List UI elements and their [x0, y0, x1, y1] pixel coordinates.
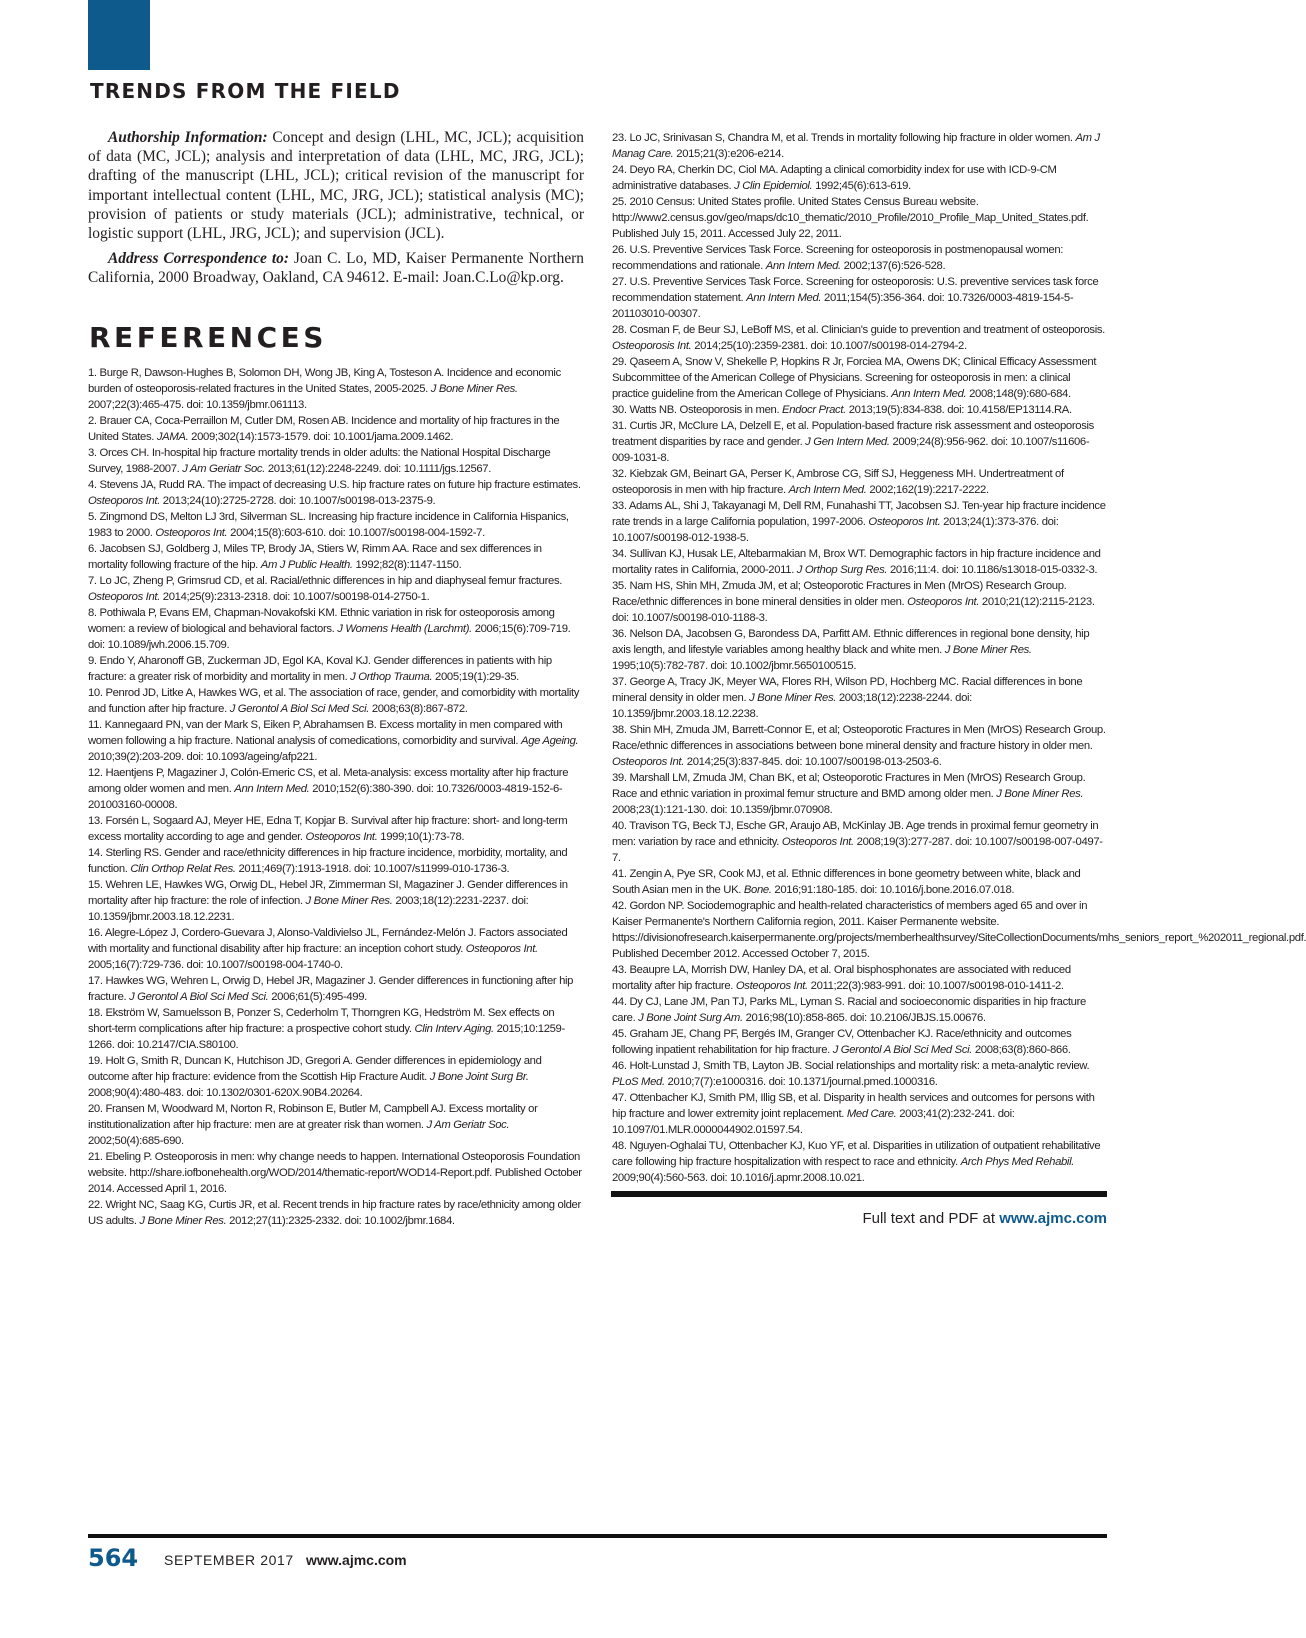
- reference-journal: J Bone Joint Surg Am.: [638, 1012, 743, 1024]
- reference-journal: Am J Public Health.: [260, 559, 353, 571]
- reference-citation: 2013;24(1):373-376. doi: 10.1007/s00198-012-1938-5.: [612, 516, 1059, 544]
- reference-journal: Osteoporos Int.: [88, 495, 160, 507]
- reference-text: 5. Zingmond DS, Melton LJ 3rd, Silverman SL. Increasing hip fracture incidence in California Hispanics, 1983 to 2000.: [88, 511, 569, 539]
- reference-text: 37. George A, Tracy JK, Meyer WA, Flores RH, Wilson PD, Hochberg MC. Racial differences in bone mineral density in older men.: [612, 676, 1083, 704]
- reference-item: [88, 365, 583, 413]
- reference-text: 35. Nam HS, Shin MH, Zmuda JM, et al; Osteoporotic Fractures in Men (MrOS) Research Group. Race/ethnic differences in bone mineral densities in older men.: [612, 580, 1067, 608]
- reference-item: [612, 722, 1106, 770]
- reference-journal: Age Ageing.: [521, 735, 579, 747]
- reference-journal: Ann Intern Med.: [891, 388, 967, 400]
- reference-citation: 2002;50(4):685-690.: [88, 1135, 184, 1147]
- reference-citation: 2011;154(5):356-364. doi: 10.7326/0003-4819-154-5-201103010-00307.: [612, 292, 1074, 320]
- reference-journal: J Gerontol A Biol Sci Med Sci.: [129, 991, 269, 1003]
- reference-citation: 2002;162(19):2217-2222.: [866, 484, 989, 496]
- reference-citation: 2006;15(6):709-719. doi: 10.1089/jwh.2006.15.709.: [88, 623, 571, 651]
- reference-text: 28. Cosman F, de Beur SJ, LeBoff MS, et al. Clinician's guide to prevention and treatment of osteoporosis.: [612, 324, 1105, 336]
- reference-journal: Osteoporos Int.: [907, 596, 980, 608]
- reference-item: [612, 466, 1106, 498]
- reference-text: 41. Zengin A, Pye SR, Cook MJ, et al. Ethnic differences in bone geometry between white, black and South Asian men in the UK.: [612, 868, 1081, 896]
- reference-journal: Osteoporos Int.: [88, 591, 160, 603]
- reference-text: 17. Hawkes WG, Wehren L, Orwig D, Hebel JR, Magaziner J. Gender differences in functioning after hip fracture.: [88, 975, 574, 1003]
- reference-text: 36. Nelson DA, Jacobsen G, Barondess DA, Parfitt AM. Ethnic differences in regional bone density, hip axis length, and lifestyle variables among healthy black and white men.: [612, 628, 1090, 656]
- reference-journal: J Bone Miner Res.: [430, 383, 518, 395]
- reference-item: [88, 509, 583, 541]
- reference-journal: Osteoporos Int.: [781, 836, 854, 848]
- address-paragraph: [88, 249, 584, 287]
- reference-citation: 2006;61(5):495-499.: [268, 991, 367, 1003]
- reference-journal: J Bone Joint Surg Br.: [429, 1071, 529, 1083]
- address-text: Joan C. Lo, MD, Kaiser Permanente Northern California, 2000 Broadway, Oakland, CA 94612. E-mail: Joan.C.Lo@kp.org.: [88, 250, 584, 287]
- reference-item: [88, 477, 583, 509]
- reference-journal: J Womens Health (Larchmt).: [337, 623, 472, 635]
- reference-item: [88, 925, 583, 973]
- reference-text: 45. Graham JE, Chang PF, Bergés IM, Granger CV, Ottenbacher KJ. Race/ethnicity and outcomes following inpatient rehabilitation for hip fracture.: [612, 1028, 1072, 1056]
- reference-journal: Osteoporos Int.: [465, 943, 538, 955]
- reference-item: [88, 605, 583, 653]
- reference-item: [612, 274, 1106, 322]
- reference-text: 42. Gordon NP. Sociodemographic and health-related characteristics of members aged 65 and over in Kaiser Permanente's Northern California region, 2011. Kaiser Permanente website. https://divisionofresearch.kaiserpermanente.org/projects/memberhealthsurvey/SiteCollectionDocuments/mhs_seniors_report_%202011_regional.pdf. Published December 2012. Accessed October 7, 2015.: [612, 900, 1306, 960]
- reference-text: 11. Kannegaard PN, van der Mark S, Eiken P, Abrahamsen B. Excess mortality in men compared with women following a hip fracture. National analysis of comedications, comorbidity and survival.: [88, 719, 563, 747]
- authorship-paragraph: [88, 128, 584, 243]
- reference-journal: Osteoporos Int.: [155, 527, 228, 539]
- reference-journal: Osteoporosis Int.: [612, 340, 692, 352]
- reference-citation: 2015;10:1259-1266. doi: 10.2147/CIA.S80100.: [88, 1023, 565, 1051]
- reference-text: 6. Jacobsen SJ, Goldberg J, Miles TP, Brody JA, Stiers W, Rimm AA. Race and sex differences in mortality following fracture of the hip.: [88, 543, 542, 571]
- reference-journal: Arch Phys Med Rehabil.: [960, 1156, 1075, 1168]
- reference-journal: J Orthop Surg Res.: [796, 564, 888, 576]
- reference-text: 1. Burge R, Dawson-Hughes B, Solomon DH, Wong JB, King A, Tosteson A. Incidence and economic burden of osteoporosis-related fractures in the United States, 2005-2025.: [88, 367, 561, 395]
- reference-item: [612, 578, 1106, 626]
- reference-item: [88, 717, 583, 765]
- reference-item: [612, 322, 1106, 354]
- reference-text: 12. Haentjens P, Magaziner J, Colón-Emeric CS, et al. Meta-analysis: excess mortality after hip fracture among older women and men.: [88, 767, 569, 795]
- reference-citation: 2012;27(11):2325-2332. doi: 10.1002/jbmr.1684.: [226, 1215, 455, 1227]
- reference-item: [88, 845, 583, 877]
- reference-citation: 2013;24(10):2725-2728. doi: 10.1007/s00198-013-2375-9.: [160, 495, 436, 507]
- reference-journal: PLoS Med.: [612, 1076, 665, 1088]
- reference-item: [612, 242, 1106, 274]
- reference-citation: 2011;22(3):983-991. doi: 10.1007/s00198-010-1411-2.: [807, 980, 1064, 992]
- reference-journal: Ann Intern Med.: [765, 260, 841, 272]
- reference-citation: 2014;25(3):837-845. doi: 10.1007/s00198-013-2503-6.: [684, 756, 942, 768]
- reference-item: [88, 445, 583, 477]
- reference-journal: J Bone Miner Res.: [944, 644, 1032, 656]
- reference-citation: 2002;137(6):526-528.: [840, 260, 946, 272]
- reference-text: 19. Holt G, Smith R, Duncan K, Hutchison JD, Gregori A. Gender differences in epidemiology and outcome after hip fracture: evidence from the Scottish Hip Fracture Audit.: [88, 1055, 542, 1083]
- reference-item: [612, 1138, 1106, 1186]
- reference-citation: 2005;16(7):729-736. doi: 10.1007/s00198-004-1740-0.: [88, 959, 343, 971]
- section-label: TRENDS FROM THE FIELD: [90, 79, 401, 103]
- reference-text: 32. Kiebzak GM, Beinart GA, Perser K, Ambrose CG, Siff SJ, Heggeness MH. Undertreatment of osteoporosis in men with hip fracture.: [612, 468, 1064, 496]
- reference-citation: 1999;10(1):73-78.: [377, 831, 465, 843]
- reference-citation: 2008;23(1):121-130. doi: 10.1359/jbmr.070908.: [612, 804, 833, 816]
- reference-citation: 2003;18(12):2238-2244. doi: 10.1359/jbmr.2003.18.12.2238.: [612, 692, 972, 720]
- reference-text: 43. Beaupre LA, Morrish DW, Hanley DA, et al. Oral bisphosphonates are associated with reduced mortality after hip fracture.: [612, 964, 1071, 992]
- reference-item: [88, 813, 583, 845]
- reference-item: [88, 685, 583, 717]
- footer-date: SEPTEMBER 2017: [164, 1552, 294, 1568]
- reference-item: [612, 770, 1106, 818]
- reference-text: 30. Watts NB. Osteoporosis in men.: [612, 404, 783, 416]
- reference-item: [612, 626, 1106, 674]
- reference-item: [88, 1053, 583, 1101]
- reference-journal: Med Care.: [846, 1108, 897, 1120]
- address-label: Address Correspondence to:: [108, 250, 289, 268]
- reference-item: [612, 498, 1106, 546]
- reference-journal: J Clin Epidemiol.: [734, 180, 813, 192]
- reference-citation: 2008;63(8):860-866.: [972, 1044, 1071, 1056]
- reference-text: 21. Ebeling P. Osteoporosis in men: why change needs to happen. International Osteoporosis Foundation website. http://share.iofbonehealth.org/WOD/2014/thematic-report/WOD14-Report.pdf. Published October 2014. Accessed April 1, 2016.: [88, 1151, 582, 1195]
- reference-journal: J Bone Miner Res.: [139, 1215, 227, 1227]
- reference-citation: 2014;25(10):2359-2381. doi: 10.1007/s00198-014-2794-2.: [691, 340, 967, 352]
- reference-text: 20. Fransen M, Woodward M, Norton R, Robinson E, Butler M, Campbell AJ. Excess mortality or institutionalization after hip fracture: men are at greater risk than women.: [88, 1103, 538, 1131]
- reference-citation: 2013;19(5):834-838. doi: 10.4158/EP13114.RA.: [845, 404, 1072, 416]
- reference-item: [612, 898, 1306, 962]
- reference-item: [88, 1197, 583, 1229]
- references-column-right: [612, 130, 1306, 1186]
- reference-citation: 2010;7(7):e1000316. doi: 10.1371/journal.pmed.1000316.: [664, 1076, 938, 1088]
- reference-citation: 2009;90(4):560-563. doi: 10.1016/j.apmr.2008.10.021.: [612, 1172, 865, 1184]
- reference-text: 27. U.S. Preventive Services Task Force. Screening for osteoporosis: U.S. preventive services task force recommendation statement.: [612, 276, 1099, 304]
- reference-text: 46. Holt-Lunstad J, Smith TB, Layton JB. Social relationships and mortality risk: a meta-analytic review.: [612, 1060, 1090, 1072]
- reference-text: 7. Lo JC, Zheng P, Grimsrud CD, et al. Racial/ethnic differences in hip and diaphyseal femur fractures.: [88, 575, 563, 587]
- footer-url[interactable]: www.ajmc.com: [306, 1552, 407, 1568]
- reference-citation: 2010;39(2):203-209. doi: 10.1093/ageing/afp221.: [88, 751, 318, 763]
- reference-text: 25. 2010 Census: United States profile. United States Census Bureau website. http://www2.census.gov/geo/maps/dc10_thematic/2010_Profile/2010_Profile_Map_United_States.pdf. Published July 15, 2011. Accessed July 22, 2011.: [612, 196, 1089, 240]
- reference-text: 2. Brauer CA, Coca-Perraillon M, Cutler DM, Rosen AB. Incidence and mortality of hip fractures in the United States.: [88, 415, 560, 443]
- reference-citation: 2016;11:4. doi: 10.1186/s13018-015-0332-3.: [887, 564, 1098, 576]
- reference-citation: 1992;82(8):1147-1150.: [352, 559, 462, 571]
- reference-journal: Osteoporos Int.: [612, 756, 684, 768]
- reference-text: 22. Wright NC, Saag KG, Curtis JR, et al. Recent trends in hip fracture rates by race/ethnicity among older US adults.: [88, 1199, 581, 1227]
- reference-citation: 2003;18(12):2231-2237. doi: 10.1359/jbmr.2003.18.12.2231.: [88, 895, 529, 923]
- reference-item: [612, 402, 1106, 418]
- reference-item: [612, 546, 1106, 578]
- reference-item: [612, 1090, 1106, 1138]
- reference-journal: Osteoporos Int.: [305, 831, 378, 843]
- reference-citation: 2008;148(9):680-684.: [966, 388, 1071, 400]
- reference-journal: J Gerontol A Biol Sci Med Sci.: [832, 1044, 973, 1056]
- reference-journal: Ann Intern Med.: [746, 292, 822, 304]
- reference-citation: 2015;21(3):e206-e214.: [673, 148, 784, 160]
- reference-citation: 2010;21(12):2115-2123. doi: 10.1007/s00198-010-1188-3.: [612, 596, 1095, 624]
- reference-text: 29. Qaseem A, Snow V, Shekelle P, Hopkins R Jr, Forciea MA, Owens DK; Clinical Efficacy Assessment Subcommittee of the American College of Physicians. Screening for osteoporosis in men: a clinical practice guideline from the American College of Physicians.: [612, 356, 1097, 400]
- reference-journal: Bone.: [743, 884, 772, 896]
- reference-text: 39. Marshall LM, Zmuda JM, Chan BK, et al; Osteoporotic Fractures in Men (MrOS) Research Group. Race and ethnic variation in proximal femur structure and BMD among older men.: [612, 772, 1086, 800]
- reference-text: 31. Curtis JR, McClure LA, Delzell E, et al. Population-based fracture risk assessment and osteoporosis treatment disparities by race and gender.: [612, 420, 1094, 448]
- reference-text: 16. Alegre-López J, Cordero-Guevara J, Alonso-Valdivielso JL, Fernández-Melón J. Factors associated with mortality and functional disability after hip fracture: an inception cohort study.: [88, 927, 568, 955]
- reference-journal: Ann Intern Med.: [234, 783, 310, 795]
- fulltext-label: Full text and PDF at: [862, 1210, 1000, 1227]
- reference-journal: J Am Geriatr Soc.: [426, 1119, 510, 1131]
- reference-citation: 1992;45(6):613-619.: [812, 180, 911, 192]
- section-color-tab: [88, 0, 150, 70]
- reference-citation: 2010;152(6):380-390. doi: 10.7326/0003-4819-152-6-201003160-00008.: [88, 783, 563, 811]
- reference-item: [612, 418, 1106, 466]
- reference-text: 15. Wehren LE, Hawkes WG, Orwig DL, Hebel JR, Zimmerman SI, Magaziner J. Gender differences in mortality after hip fracture: the role of infection.: [88, 879, 568, 907]
- reference-journal: J Orthop Trauma.: [350, 671, 433, 683]
- reference-item: [612, 194, 1106, 242]
- reference-text: 13. Forsén L, Sogaard AJ, Meyer HE, Edna T, Kopjar B. Survival after hip fracture: short- and long-term excess mortality according to age and gender.: [88, 815, 568, 843]
- reference-journal: Clin Orthop Relat Res.: [130, 863, 236, 875]
- reference-text: 34. Sullivan KJ, Husak LE, Altebarmakian M, Brox WT. Demographic factors in hip fracture incidence and mortality rates in California, 2000-2011.: [612, 548, 1101, 576]
- reference-citation: 2009;24(8):956-962. doi: 10.1007/s11606-009-1031-8.: [612, 436, 1090, 464]
- reference-item: [612, 962, 1106, 994]
- reference-item: [88, 877, 583, 925]
- reference-journal: J Bone Miner Res.: [305, 895, 393, 907]
- reference-journal: Endocr Pract.: [782, 404, 846, 416]
- reference-item: [612, 354, 1106, 402]
- reference-journal: Clin Interv Aging.: [414, 1023, 494, 1035]
- reference-item: [88, 1149, 583, 1197]
- divider-rule: [611, 1191, 1107, 1197]
- reference-text: 40. Travison TG, Beck TJ, Esche GR, Araujo AB, McKinlay JB. Age trends in proximal femur geometry in men: variation by race and ethnicity.: [612, 820, 1099, 848]
- reference-text: 4. Stevens JA, Rudd RA. The impact of decreasing U.S. hip fracture rates on future hip fracture estimates.: [88, 479, 581, 491]
- reference-item: [612, 130, 1106, 162]
- footer-rule: [88, 1534, 1107, 1538]
- reference-item: [612, 674, 1106, 722]
- reference-citation: 2016;91:180-185. doi: 10.1016/j.bone.2016.07.018.: [771, 884, 1015, 896]
- reference-text: 33. Adams AL, Shi J, Takayanagi M, Dell RM, Funahashi TT, Jacobsen SJ. Ten-year hip fracture incidence rate trends in a large California population, 1997-2006.: [612, 500, 1106, 528]
- reference-citation: 2008;19(3):277-287. doi: 10.1007/s00198-007-0497-7.: [612, 836, 1103, 864]
- reference-citation: 2005;19(1):29-35.: [432, 671, 519, 683]
- reference-journal: JAMA.: [156, 431, 189, 443]
- reference-citation: 1995;10(5):782-787. doi: 10.1002/jbmr.5650100515.: [612, 660, 857, 672]
- reference-citation: 2007;22(3):465-475. doi: 10.1359/jbmr.061113.: [88, 399, 307, 411]
- fulltext-link[interactable]: www.ajmc.com: [999, 1210, 1107, 1227]
- reference-text: 24. Deyo RA, Cherkin DC, Ciol MA. Adapting a clinical comorbidity index for use with ICD-9-CM administrative databases.: [612, 164, 1057, 192]
- reference-citation: 2003;41(2):232-241. doi: 10.1097/01.MLR.0000044902.01597.54.: [612, 1108, 1015, 1136]
- reference-item: [88, 653, 583, 685]
- reference-journal: J Bone Miner Res.: [996, 788, 1084, 800]
- reference-text: 44. Dy CJ, Lane JM, Pan TJ, Parks ML, Lyman S. Racial and socioeconomic disparities in hip fracture care.: [612, 996, 1086, 1024]
- reference-item: [612, 1058, 1106, 1090]
- reference-item: [88, 413, 583, 445]
- reference-text: 14. Sterling RS. Gender and race/ethnicity differences in hip fracture incidence, morbidity, mortality, and function.: [88, 847, 568, 875]
- reference-item: [88, 573, 583, 605]
- reference-journal: Osteoporos Int.: [735, 980, 808, 992]
- page-number: 564: [88, 1544, 139, 1572]
- reference-citation: 2008;90(4):480-483. doi: 10.1302/0301-620X.90B4.20264.: [88, 1087, 363, 1099]
- reference-citation: 2011;469(7):1913-1918. doi: 10.1007/s11999-010-1736-3.: [235, 863, 510, 875]
- reference-text: 10. Penrod JD, Litke A, Hawkes WG, et al. The association of race, gender, and comorbidity with mortality and function after hip fracture.: [88, 687, 580, 715]
- reference-item: [612, 994, 1106, 1026]
- reference-journal: J Am Geriatr Soc.: [182, 463, 266, 475]
- reference-citation: 2014;25(9):2313-2318. doi: 10.1007/s00198-014-2750-1.: [160, 591, 430, 603]
- reference-item: [88, 541, 583, 573]
- reference-text: 18. Ekström W, Samuelsson B, Ponzer S, Cederholm T, Thorngren KG, Hedström M. Sex effects on short-term complications after hip fracture: a prospective cohort study.: [88, 1007, 555, 1035]
- reference-journal: J Bone Miner Res.: [749, 692, 837, 704]
- reference-journal: Osteoporos Int.: [868, 516, 941, 528]
- reference-journal: J Gen Intern Med.: [805, 436, 890, 448]
- reference-text: 38. Shin MH, Zmuda JM, Barrett-Connor E, et al; Osteoporotic Fractures in Men (MrOS) Research Group. Race/ethnic differences in associations between bone mineral density and fracture history in older men.: [612, 724, 1106, 752]
- reference-item: [88, 973, 583, 1005]
- reference-item: [88, 1101, 583, 1149]
- reference-journal: J Gerontol A Biol Sci Med Sci.: [229, 703, 370, 715]
- reference-journal: Arch Intern Med.: [788, 484, 867, 496]
- reference-text: 48. Nguyen-Oghalai TU, Ottenbacher KJ, Kuo YF, et al. Disparities in utilization of outpatient rehabilitative care following hip fracture hospitalization with respect to race and ethnicity.: [612, 1140, 1101, 1168]
- reference-item: [88, 1005, 583, 1053]
- references-column-left: [88, 365, 583, 1229]
- reference-text: 26. U.S. Preventive Services Task Force. Screening for osteoporosis in postmenopausal women: recommendations and rationale.: [612, 244, 1064, 272]
- reference-citation: 2013;61(12):2248-2249. doi: 10.1111/jgs.12567.: [265, 463, 492, 475]
- reference-text: 9. Endo Y, Aharonoff GB, Zuckerman JD, Egol KA, Koval KJ. Gender differences in patients with hip fracture: a greater risk of morbidity and mortality in men.: [88, 655, 552, 683]
- reference-citation: 2008;63(8):867-872.: [369, 703, 468, 715]
- reference-item: [612, 866, 1106, 898]
- authorship-text: Concept and design (LHL, MC, JCL); acquisition of data (MC, JCL); analysis and interpretation of data (LHL, MC, JRG, JCL); drafting of the manuscript (LHL, JCL); critical revision of the manuscript for important intellectual content (LHL, MC, JRG, JCL); statistical analysis (MC); provision of patients or study materials (JCL); administrative, technical, or logistic support (LHL, JRG, JCL); and supervision (JCL).: [88, 129, 584, 243]
- reference-citation: 2009;302(14):1573-1579. doi: 10.1001/jama.2009.1462.: [188, 431, 454, 443]
- authorship-label: Authorship Information:: [108, 129, 268, 146]
- references-heading: REFERENCES: [89, 321, 327, 354]
- reference-item: [612, 162, 1106, 194]
- reference-text: 8. Pothiwala P, Evans EM, Chapman-Novakofski KM. Ethnic variation in risk for osteoporosis among women: a review of biological and behavioral factors.: [88, 607, 555, 635]
- reference-citation: 2004;15(8):603-610. doi: 10.1007/s00198-004-1592-7.: [227, 527, 485, 539]
- reference-item: [88, 765, 583, 813]
- fulltext-note: [862, 1210, 1107, 1227]
- reference-item: [612, 818, 1106, 866]
- reference-citation: 2016;98(10):858-865. doi: 10.2106/JBJS.15.00676.: [742, 1012, 986, 1024]
- reference-text: 47. Ottenbacher KJ, Smith PM, Illig SB, et al. Disparity in health services and outcomes for persons with hip fracture and lower extremity joint replacement.: [612, 1092, 1095, 1120]
- reference-item: [612, 1026, 1106, 1058]
- author-information: [88, 128, 584, 294]
- reference-text: 23. Lo JC, Srinivasan S, Chandra M, et al. Trends in mortality following hip fracture in older women.: [612, 132, 1076, 144]
- reference-journal: Am J Manag Care.: [612, 132, 1100, 160]
- reference-text: 3. Orces CH. In-hospital hip fracture mortality trends in older adults: the National Hospital Discharge Survey, 1988-2007.: [88, 447, 551, 475]
